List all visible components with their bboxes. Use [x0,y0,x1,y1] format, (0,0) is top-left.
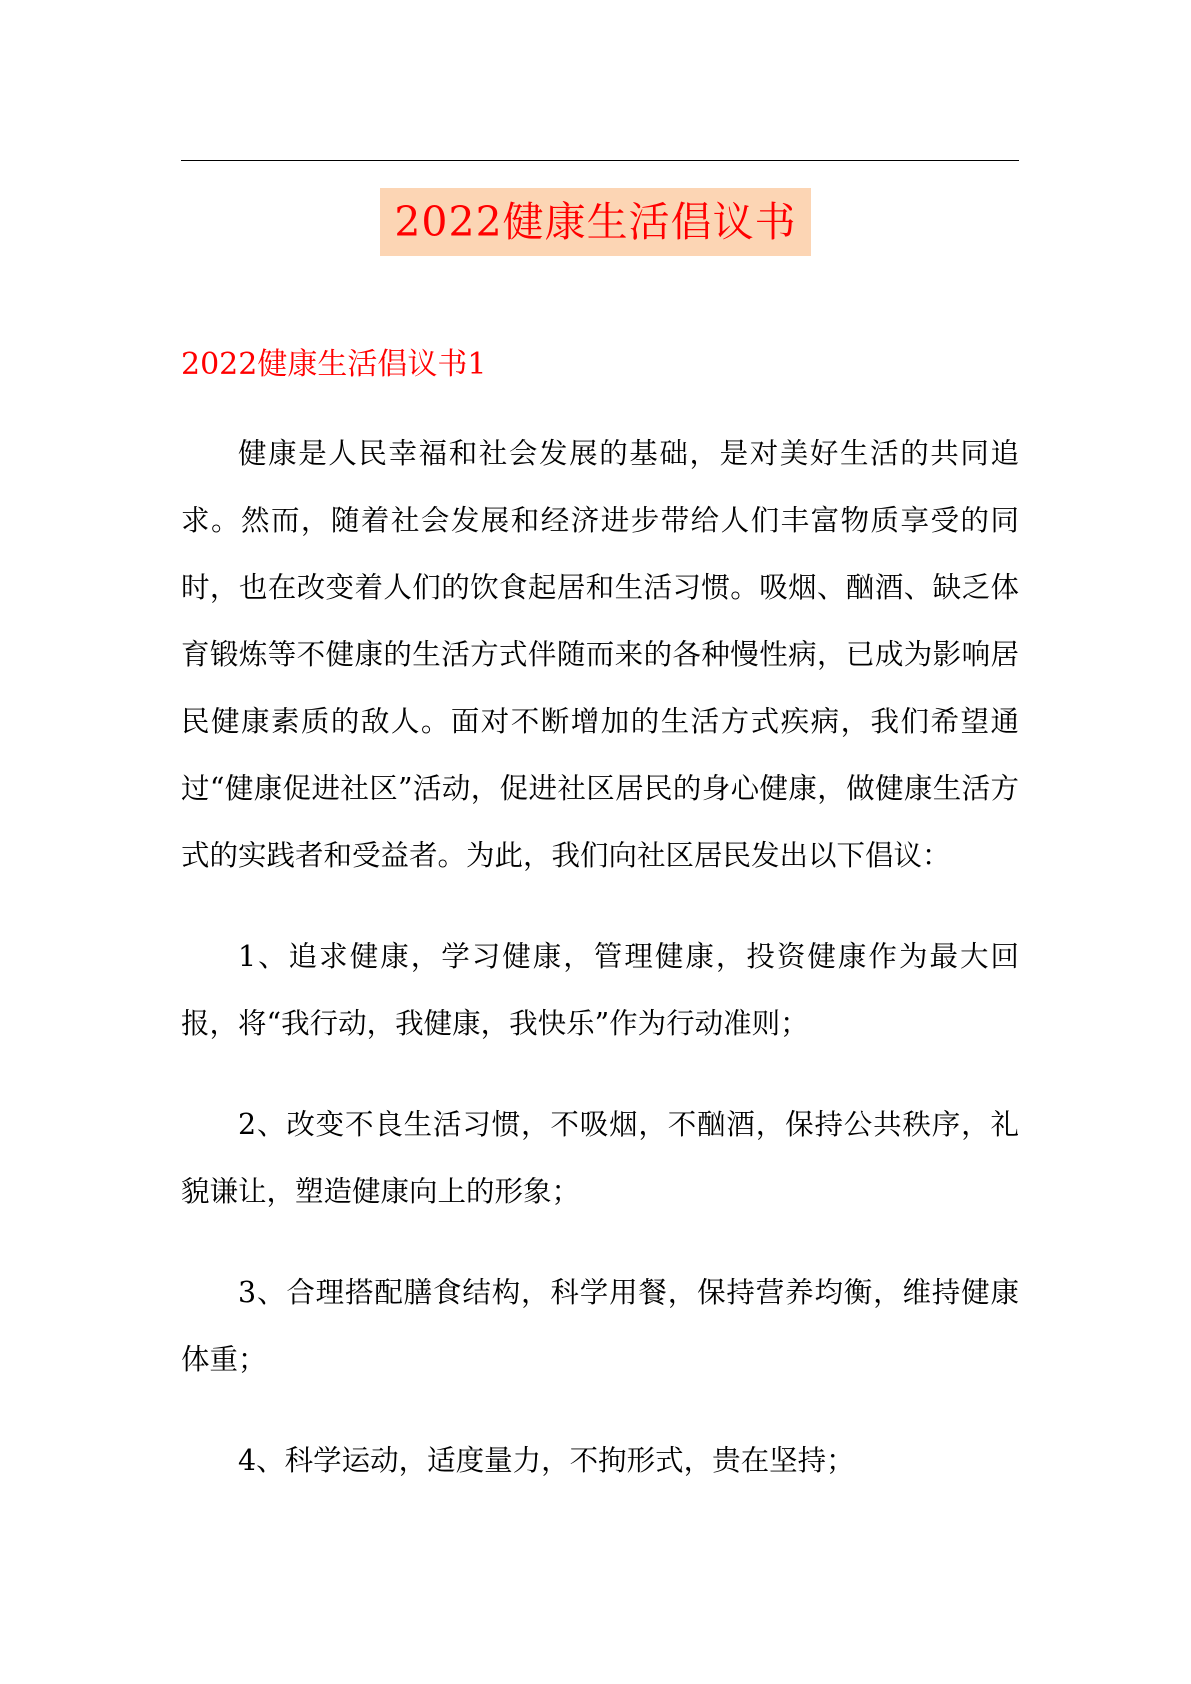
intro-paragraph: 健康是人民幸福和社会发展的基础，是对美好生活的共同追求。然而，随着社会发展和经济进步带给人们丰富物质享受的同时，也在改变着人们的饮食起居和生活习惯。吸烟、酗酒、缺乏体育锻炼等不健康的生活方式伴随而来的各种慢性病，已成为影响居民健康素质的敌人。面对不断增加的生活方式疾病，我们希望通过“健康促进社区”活动，促进社区居民的身心健康，做健康生活方式的实践者和受益者。为此，我们向社区居民发出以下倡议： [181,437,1019,872]
header-rule [181,160,1019,161]
title-container [0,188,1191,256]
proposal-item-2: 2、改变不良生活习惯，不吸烟，不酗酒，保持公共秩序，礼貌谦让，塑造健康向上的形象； [181,1108,1019,1208]
section-heading: 2022健康生活倡议书1 [181,347,487,382]
proposal-item-1: 1、追求健康，学习健康，管理健康，投资健康作为最大回报，将“我行动，我健康，我快乐”作为行动准则； [181,940,1019,1040]
document-title: 2022健康生活倡议书 [380,188,810,256]
proposal-item-3: 3、合理搭配膳食结构，科学用餐，保持营养均衡，维持健康体重； [181,1276,1019,1376]
document-body [181,420,1019,1528]
proposal-item-4: 4、科学运动，适度量力，不拘形式，贵在坚持； [238,1444,855,1477]
